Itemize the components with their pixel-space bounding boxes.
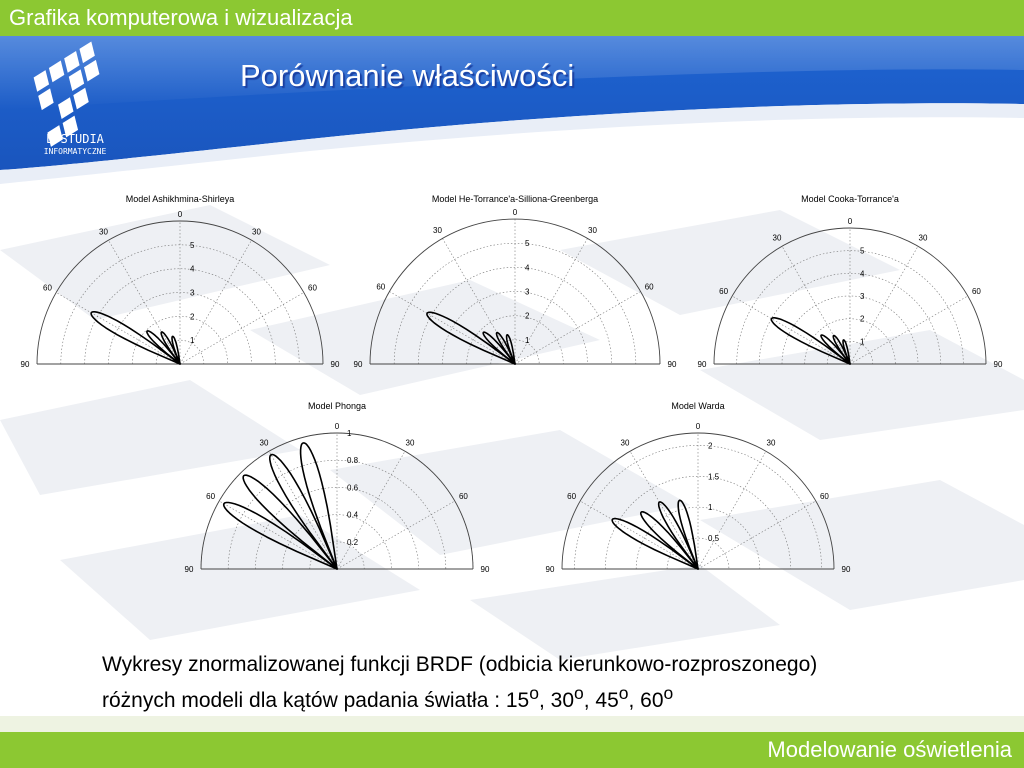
angle-tick-label: 30 xyxy=(588,225,597,235)
radial-tick-label: 1.5 xyxy=(708,472,720,482)
radial-tick-label: 4 xyxy=(525,263,530,273)
polar-spoke xyxy=(850,246,918,364)
angle-tick-label: 90 xyxy=(480,565,490,574)
angle-tick-label: 30 xyxy=(766,438,776,448)
radial-tick-label: 1 xyxy=(860,337,865,347)
chart-title: Model Cooka-Torrance'a xyxy=(801,194,899,204)
polar-spoke xyxy=(109,240,181,364)
radial-tick-label: 0.8 xyxy=(347,456,359,466)
logo-tile xyxy=(64,51,79,73)
radial-tick-label: 0.5 xyxy=(708,534,720,544)
radial-tick-label: 3 xyxy=(190,288,195,298)
radial-tick-label: 4 xyxy=(860,269,865,279)
radial-tick-label: 4 xyxy=(190,264,195,274)
angle-tick-label: 0 xyxy=(512,208,518,217)
angle-tick-label: 30 xyxy=(252,227,261,237)
degree-mark: o xyxy=(618,683,629,703)
angle-tick-label: 30 xyxy=(433,225,442,235)
caption-line-1: Wykresy znormalizowanej funkcji BRDF (odbicia kierunkowo-rozproszonego) xyxy=(102,653,818,676)
angle-tick-label: 90 xyxy=(20,360,30,369)
radial-tick-label: 2 xyxy=(190,312,195,322)
polar-chart-ward xyxy=(535,395,871,587)
radial-tick-label: 1 xyxy=(525,335,530,345)
angle-tick-label: 90 xyxy=(330,360,340,369)
logo-tile xyxy=(58,97,73,119)
degree-mark: o xyxy=(574,683,584,703)
polar-chart-cook-torrance xyxy=(697,188,1010,382)
brdf-lobe xyxy=(301,443,337,569)
radial-tick-label: 5 xyxy=(525,239,530,249)
logo-tile xyxy=(34,70,49,92)
angle-tick-label: 60 xyxy=(971,287,981,296)
caption xyxy=(102,651,1002,715)
polar-spoke xyxy=(580,501,698,569)
angle-tick-label: 90 xyxy=(993,360,1003,369)
radial-tick-label: 0.6 xyxy=(347,483,359,493)
angle-tick-label: 30 xyxy=(772,233,782,243)
radial-tick-label: 2 xyxy=(708,441,713,451)
angle-tick-label: 0 xyxy=(177,210,183,219)
caption-line-2 xyxy=(102,679,1002,715)
angle-tick-label: 60 xyxy=(376,282,386,292)
chart-title: Model He-Torrance'a-Silliona-Greenberga xyxy=(431,194,599,204)
radial-tick-label: 0.2 xyxy=(347,537,359,547)
angle-tick-label: 30 xyxy=(918,233,928,243)
angle-tick-label: 90 xyxy=(545,565,555,574)
caption-text: różnych modeli dla kątów padania światła : 15 xyxy=(102,689,530,712)
angle-tick-label: 90 xyxy=(667,360,677,369)
polar-spoke xyxy=(443,238,516,364)
angle-tick-label: 30 xyxy=(405,438,415,448)
angle-tick-label: 0 xyxy=(695,422,701,431)
radial-tick-label: 3 xyxy=(525,287,530,297)
logo-tile xyxy=(84,60,99,82)
logo-tile xyxy=(49,61,64,83)
chart-title: Model Ashikhmina-Shirleya xyxy=(125,194,235,204)
radial-tick-label: 2 xyxy=(525,311,530,321)
caption-angle: , 30 xyxy=(538,689,575,712)
angle-tick-label: 90 xyxy=(184,565,194,574)
brdf-lobe xyxy=(483,332,515,364)
angle-tick-label: 90 xyxy=(697,360,707,369)
radial-tick-label: 3 xyxy=(860,292,865,301)
polar-chart-phong xyxy=(175,395,509,587)
angle-tick-label: 60 xyxy=(206,492,216,501)
radial-tick-label: 2 xyxy=(860,314,865,324)
radial-tick-label: 1 xyxy=(347,429,352,438)
radial-tick-label: 0.4 xyxy=(347,510,359,520)
caption-angle: , 45 xyxy=(583,689,619,712)
angle-tick-label: 60 xyxy=(308,283,317,293)
polar-chart-ashikhmin-shirley xyxy=(20,188,340,382)
caption-angle: , 60 xyxy=(628,689,664,712)
chart-title: Model Phonga xyxy=(307,401,367,411)
brdf-lobe xyxy=(678,500,698,569)
e-studia-logo-icon xyxy=(20,40,130,140)
bottom-bar xyxy=(0,732,1024,768)
angle-tick-label: 30 xyxy=(620,438,630,448)
radial-tick-label: 5 xyxy=(860,246,865,256)
logo-line1: E-STUDIA xyxy=(46,132,104,146)
logo-tile xyxy=(73,88,88,110)
top-bar xyxy=(0,0,1024,36)
angle-tick-label: 30 xyxy=(99,227,108,237)
polar-spoke xyxy=(180,240,252,364)
angle-tick-label: 60 xyxy=(719,287,729,296)
section-topic: Modelowanie oświetlenia xyxy=(767,737,1012,762)
slide-title: Porównanie właściwości xyxy=(240,58,575,93)
polar-spoke xyxy=(630,451,698,569)
logo-tile xyxy=(38,88,53,110)
angle-tick-label: 60 xyxy=(644,282,654,292)
logo-tile xyxy=(79,41,94,63)
brdf-lobe xyxy=(224,503,337,570)
logo-line2: INFORMATYCZNE xyxy=(43,147,107,156)
angle-tick-label: 30 xyxy=(259,438,269,448)
polar-spoke xyxy=(56,293,180,365)
radial-tick-label: 1 xyxy=(190,336,195,346)
polar-chart-he-torrance xyxy=(355,188,685,382)
angle-tick-label: 0 xyxy=(847,217,853,226)
degree-mark: o xyxy=(529,683,539,703)
angle-tick-label: 90 xyxy=(841,565,851,574)
polar-spoke xyxy=(219,501,337,569)
polar-spoke xyxy=(850,296,968,364)
polar-spoke xyxy=(180,293,304,365)
angle-tick-label: 0 xyxy=(334,422,340,431)
chart-title: Model Warda xyxy=(671,401,725,411)
angle-tick-label: 60 xyxy=(819,492,829,501)
radial-tick-label: 5 xyxy=(190,240,195,250)
radial-tick-label: 1 xyxy=(708,503,713,513)
logo-tile xyxy=(69,69,84,91)
angle-tick-label: 60 xyxy=(458,492,468,501)
angle-tick-label: 90 xyxy=(353,360,363,369)
polar-spoke xyxy=(389,292,515,365)
course-title: Grafika komputerowa i wizualizacja xyxy=(9,5,353,30)
angle-tick-label: 60 xyxy=(567,492,577,501)
angle-tick-label: 60 xyxy=(43,283,52,293)
degree-mark: o xyxy=(663,683,674,703)
